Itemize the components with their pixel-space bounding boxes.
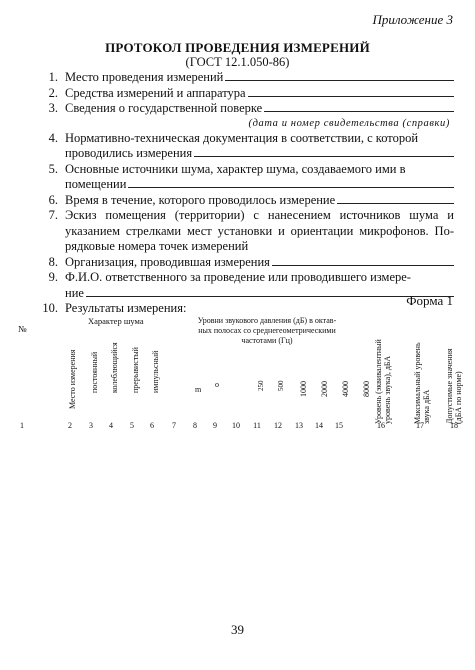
fill-line	[248, 86, 454, 97]
item-text-continued: ние	[65, 285, 84, 300]
item-number: 1.	[48, 70, 58, 84]
freq-500-header: 500	[277, 380, 285, 391]
item-number: 6.	[48, 192, 58, 207]
item-number: 8.	[48, 254, 58, 269]
item-noise-sources	[22, 162, 454, 193]
fill-line	[337, 193, 454, 204]
constant-header: постоянный	[90, 351, 99, 393]
column-index: 2	[68, 421, 72, 430]
item-number: 10.	[42, 301, 58, 315]
item-verification	[22, 101, 454, 131]
place-header: Место измерения	[68, 349, 77, 409]
item-responsible	[22, 270, 454, 301]
column-number-header: №	[18, 324, 27, 334]
fill-line	[86, 286, 454, 297]
column-index: 16	[377, 421, 385, 430]
item-number: 5.	[48, 161, 58, 176]
appendix-label: Приложение 3	[372, 12, 453, 27]
freq-63-header: m	[195, 385, 202, 394]
document-title: ПРОТОКОЛ ПРОВЕДЕНИЯ ИЗМЕРЕНИЙ	[105, 40, 370, 55]
results-table-header	[0, 312, 475, 432]
item-number: 7.	[48, 208, 58, 222]
column-index: 5	[130, 421, 134, 430]
item-documentation	[22, 131, 454, 162]
fill-line	[225, 70, 454, 81]
protocol-items	[22, 70, 454, 317]
sound-levels-header: Уровни звукового давления (дБ) в октав-ных полосах со среднегеометрическими частотами (Гц)	[197, 316, 337, 345]
form-label: Форма 1	[406, 293, 453, 308]
max-level-header: Максимальный уровень звука дБА	[413, 342, 431, 424]
item-text: Нормативно-техническая документация в соответствии, с которой	[65, 130, 419, 145]
item-text-continued: проводились измерения	[65, 146, 193, 160]
item-text: Место проведения измерений	[65, 70, 224, 84]
item-number: 4.	[48, 130, 58, 145]
item-number: 2.	[48, 85, 58, 100]
item-text: Эскиз помещения (территории) с нанесением источников шума и указанием стрелками мест установки и ориентации микрофонов. По-рядковые номера точек измерений	[65, 208, 454, 253]
column-index: 13	[295, 421, 303, 430]
page-number: 39	[231, 622, 244, 637]
column-index: 10	[232, 421, 240, 430]
item-organization	[22, 255, 454, 271]
column-index: 3	[89, 421, 93, 430]
item-number: 3.	[48, 101, 58, 115]
equivalent-level-header: Уровень (эквивалентный уровень звука), дБА	[374, 339, 392, 424]
item-number: 9.	[48, 270, 58, 284]
freq-8000-header: 8000	[362, 381, 371, 397]
column-index: 12	[274, 421, 282, 430]
item-text: Средства измерений и аппаратура	[65, 85, 246, 100]
item-time	[22, 193, 454, 209]
noise-character-header: Характер шума	[88, 316, 144, 326]
fill-line	[194, 146, 454, 157]
freq-4000-header: 4000	[341, 381, 350, 397]
item-hint: (дата и номер свидетельства (справки)	[248, 117, 450, 129]
column-index: 7	[172, 421, 176, 430]
permissible-values-header: Допустимые значения (дБА по норме)	[445, 348, 463, 424]
column-index: 8	[193, 421, 197, 430]
item-text: Результаты измерения:	[65, 301, 187, 315]
item-text: Основные источники шума, характер шума, создаваемого ими в	[65, 161, 406, 176]
freq-250-header: 250	[257, 380, 265, 391]
freq-2000-header: 2000	[320, 381, 329, 397]
fill-line	[128, 177, 454, 188]
item-sketch	[22, 208, 454, 255]
column-index: 4	[109, 421, 113, 430]
impulse-header: импульсный	[151, 350, 160, 393]
fluctuating-header: колеблющийся	[110, 342, 119, 393]
column-index: 17	[416, 421, 424, 430]
column-index: 1	[20, 421, 24, 430]
column-index: 15	[335, 421, 343, 430]
item-text: Ф.И.О. ответственного за проведение или проводившего измере-	[65, 270, 411, 284]
freq-1000-header: 1000	[299, 381, 308, 397]
item-text: Время в течение, которого проводилось измерение	[65, 192, 336, 207]
item-place	[22, 70, 454, 86]
fill-line	[264, 101, 454, 112]
item-text: Организация, проводившая измерения	[65, 254, 270, 269]
column-index: 9	[213, 421, 217, 430]
column-index: 18	[450, 421, 458, 430]
column-index: 6	[150, 421, 154, 430]
fill-line	[272, 255, 454, 266]
freq-125-header: o	[215, 380, 219, 389]
column-index: 11	[253, 421, 261, 430]
item-text-continued: помещении	[65, 177, 127, 191]
intermittent-header: прерывистый	[131, 347, 140, 393]
column-index: 14	[315, 421, 323, 430]
item-instruments	[22, 86, 454, 102]
standard-reference: (ГОСТ 12.1.050-86)	[185, 55, 290, 69]
item-text: Сведения о государственной поверке	[65, 101, 263, 115]
